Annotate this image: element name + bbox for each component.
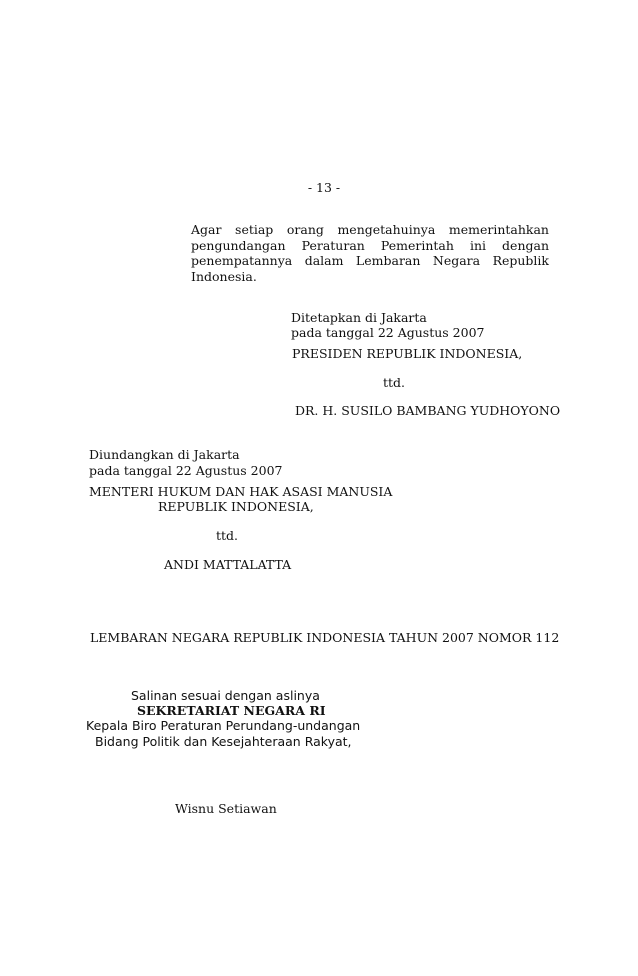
certification-line3: Kepala Biro Peraturan Perundang-undangan (86, 718, 361, 733)
certification-line4: Bidang Politik dan Kesejahteraan Rakyat, (95, 734, 352, 749)
promulgation-office-line2: REPUBLIK INDONESIA, (158, 499, 314, 514)
closing-paragraph (191, 222, 549, 284)
certification-line2: SEKRETARIAT NEGARA RI (137, 703, 326, 718)
closing-paragraph-line: Indonesia. (191, 268, 257, 284)
enactment-place: Ditetapkan di Jakarta (291, 310, 427, 325)
promulgation-signature: ttd. (216, 528, 239, 543)
promulgation-date: pada tanggal 22 Agustus 2007 (89, 463, 283, 478)
promulgation-place: Diundangkan di Jakarta (89, 447, 240, 462)
certification-signatory-name: Wisnu Setiawan (175, 801, 277, 816)
closing-paragraph-line: pengundangan Peraturan Pemerintah ini dengan (191, 237, 549, 253)
promulgation-signatory-name: ANDI MATTALATTA (164, 557, 292, 572)
enactment-office: PRESIDEN REPUBLIK INDONESIA, (292, 346, 523, 361)
gazette-reference: LEMBARAN NEGARA REPUBLIK INDONESIA TAHUN 2007 NOMOR 112 (90, 630, 560, 645)
closing-paragraph-line: Agar setiap orang mengetahuinya memerintahkan (191, 222, 549, 237)
page-number: - 13 - (307, 180, 341, 195)
closing-paragraph-line: penempatannya dalam Lembaran Negara Republik (191, 253, 549, 268)
certification-line1: Salinan sesuai dengan aslinya (131, 688, 320, 703)
enactment-signature: ttd. (383, 375, 406, 390)
promulgation-office-line1: MENTERI HUKUM DAN HAK ASASI MANUSIA (89, 484, 393, 499)
enactment-signatory-name: DR. H. SUSILO BAMBANG YUDHOYONO (295, 403, 561, 418)
enactment-date: pada tanggal 22 Agustus 2007 (291, 325, 485, 340)
